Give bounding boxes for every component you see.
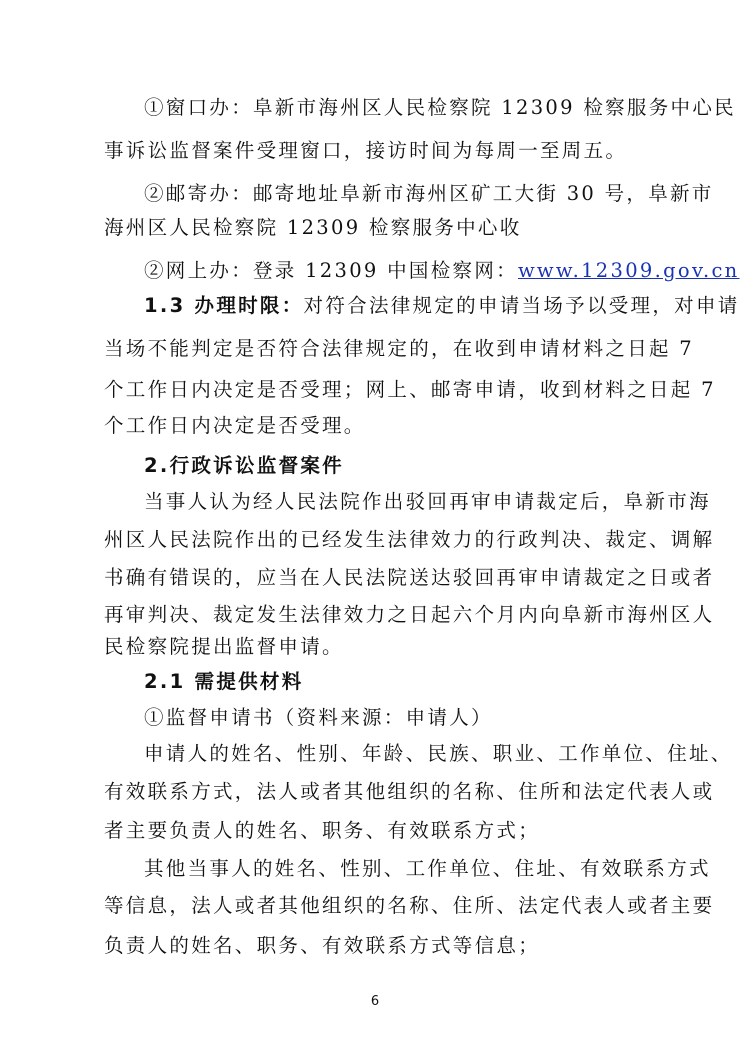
section-2-heading: 2.行政诉讼监督案件 <box>144 454 344 477</box>
others-line-1: 其他当事人的姓名、性别、工作单位、住址、有效联系方式 <box>144 857 711 880</box>
website-link[interactable]: www.12309.gov.cn <box>517 259 740 282</box>
time-limit-line-3: 个工作日内决定是否受理；网上、邮寄申请，收到材料之日起 7 <box>104 378 716 401</box>
section-2-1-item-1: ①监督申请书（资料来源：申请人） <box>144 706 493 729</box>
section-2-line-3: 书确有错误的，应当在人民法院送达驳回再审申请裁定之日或者 <box>104 566 715 589</box>
section-2-line-1: 当事人认为经人民法院作出驳回再审申请裁定后，阜新市海 <box>144 490 711 513</box>
window-line-1: ①窗口办：阜新市海州区人民检察院 12309 检察服务中心民 <box>144 96 736 119</box>
window-line-2: 事诉讼监督案件受理窗口，接访时间为每周一至周五。 <box>104 139 628 162</box>
section-2-1-heading: 2.1 需提供材料 <box>144 670 304 693</box>
online-prefix: ②网上办：登录 12309 中国检察网： <box>144 259 518 282</box>
time-limit-line-4: 个工作日内决定是否受理。 <box>104 414 366 437</box>
applicant-line-3: 者主要负责人的姓名、职务、有效联系方式； <box>104 819 541 842</box>
page-number: 6 <box>370 994 380 1009</box>
mail-line-2: 海州区人民检察院 12309 检察服务中心收 <box>104 216 522 239</box>
time-limit-line-1 <box>144 296 740 316</box>
section-2-line-5: 民检察院提出监督申请。 <box>104 635 344 658</box>
others-line-2: 等信息，法人或者其他组织的名称、住所、法定代表人或者主要 <box>104 894 715 917</box>
time-limit-line-2: 当场不能判定是否符合法律规定的，在收到申请材料之日起 7 <box>104 337 695 360</box>
mail-line-1: ②邮寄办：邮寄地址阜新市海州区矿工大街 30 号，阜新市 <box>144 182 714 205</box>
time-limit-heading: 1.3 办理时限： <box>144 294 304 317</box>
applicant-line-2: 有效联系方式，法人或者其他组织的名称、住所和法定代表人或 <box>104 780 715 803</box>
applicant-line-1: 申请人的姓名、性别、年龄、民族、职业、工作单位、住址、 <box>144 742 733 765</box>
section-2-line-4: 再审判决、裁定发生法律效力之日起六个月内向阜新市海州区人 <box>104 603 715 626</box>
section-2-line-2: 州区人民法院作出的已经发生法律效力的行政判决、裁定、调解 <box>104 528 715 551</box>
online-line <box>144 261 740 281</box>
time-limit-text: 对符合法律规定的申请当场予以受理，对申请 <box>303 294 740 317</box>
others-line-3: 负责人的姓名、职务、有效联系方式等信息； <box>104 934 541 957</box>
